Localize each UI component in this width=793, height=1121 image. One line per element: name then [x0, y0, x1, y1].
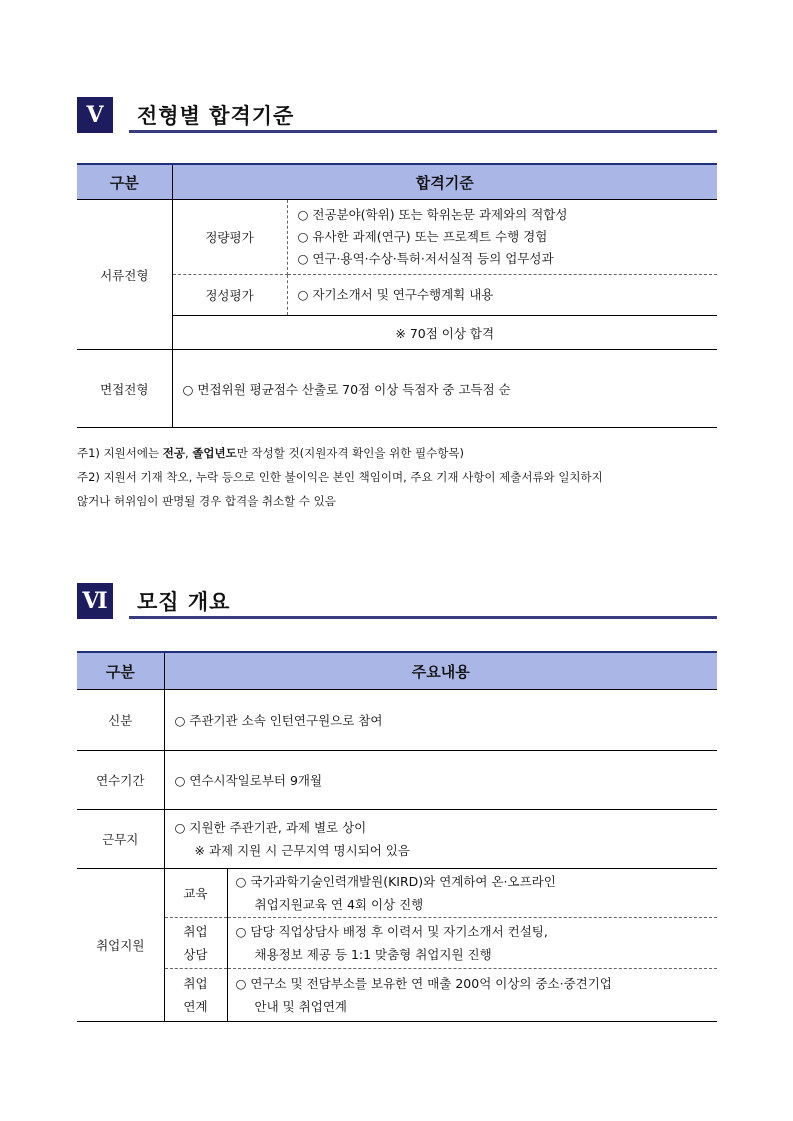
- overview-table: [77, 651, 717, 1022]
- criteria-header-row: [77, 164, 717, 200]
- linkage-line-1: ○ 연구소 및 전담부소를 보유한 연 매출 200억 이상의 중소·중견기업: [235, 976, 612, 991]
- linkage-label: [164, 969, 227, 1022]
- quant-item: ○ 유사한 과제(연구) 또는 프로젝트 수행 경험: [297, 229, 548, 244]
- education-line-2: 취업지원교육 연 4회 이상 진행: [254, 897, 424, 912]
- interview-label: 면접전형: [77, 350, 172, 428]
- interview-row: [77, 350, 717, 428]
- workplace-item: ○ 지원한 주관기관, 과제 별로 상이: [174, 820, 367, 835]
- note-1: [77, 441, 722, 465]
- note-1-bold-major: 전공: [162, 446, 185, 460]
- section-6-number: Ⅵ: [77, 583, 113, 619]
- section-5-title: 전형별 합격기준: [137, 104, 295, 128]
- section-6-heading: [77, 583, 717, 619]
- workplace-sub: ※ 과제 지원 시 근무지역 명시되어 있음: [194, 843, 410, 858]
- workplace-label: 근무지: [77, 810, 164, 869]
- quant-item: ○ 전공분야(학위) 또는 학위논문 과제와의 적합성: [297, 207, 568, 222]
- workplace-row: [77, 810, 717, 869]
- note-1-suffix: 만 작성할 것(지원자격 확인을 위한 필수항목): [236, 446, 464, 460]
- criteria-table: [77, 163, 717, 428]
- counseling-line-1: ○ 담당 직업상담사 배정 후 이력서 및 자기소개서 컨설팅,: [235, 924, 548, 939]
- quant-items: [287, 200, 717, 275]
- job-support-label: 취업지원: [77, 869, 164, 1022]
- section-6-title: 모집 개요: [137, 590, 231, 614]
- period-item: ○ 연수시작일로부터 9개월: [164, 751, 717, 810]
- section-5-rule: [129, 130, 717, 133]
- quant-label: 정량평가: [172, 200, 287, 275]
- note-2-line-2: 않거나 허위임이 판명될 경우 합격을 취소할 수 있음: [77, 494, 336, 508]
- counseling-label-1: 취업: [183, 924, 208, 939]
- education-items: [227, 869, 717, 918]
- note-1-separator: ,: [185, 446, 193, 460]
- counseling-line-2: 채용정보 제공 등 1:1 맞춤형 취업지원 진행: [254, 947, 492, 962]
- period-row: [77, 751, 717, 810]
- qual-label: 정성평가: [172, 275, 287, 316]
- counseling-row: [77, 918, 717, 969]
- note-1-prefix: 주1) 지원서에는: [77, 446, 163, 460]
- note-1-bold-grad-year: 졸업년도: [192, 446, 237, 460]
- counseling-label-2: 상담: [183, 947, 208, 962]
- quant-item: ○ 연구·용역·수상·특허·저서실적 등의 업무성과: [297, 251, 554, 266]
- overview-header-category: 구분: [77, 652, 164, 690]
- counseling-label: [164, 918, 227, 969]
- linkage-label-2: 연계: [183, 999, 208, 1014]
- status-label: 신분: [77, 690, 164, 751]
- criteria-table-wrap: [77, 163, 717, 428]
- overview-table-wrap: [77, 651, 717, 1022]
- doc-screening-label: 서류전형: [77, 200, 172, 350]
- period-label: 연수기간: [77, 751, 164, 810]
- qual-item: ○ 자기소개서 및 연구수행계획 내용: [297, 287, 494, 302]
- qual-row: [77, 275, 717, 316]
- overview-header-content: 주요내용: [164, 652, 717, 690]
- education-line-1: ○ 국가과학기술인력개발원(KIRD)와 연계하여 온·오프라인: [235, 874, 556, 889]
- section-5: [77, 97, 717, 133]
- section-6-rule: [129, 616, 717, 619]
- workplace-items: [164, 810, 717, 869]
- quant-row: [77, 200, 717, 275]
- linkage-line-2: 안내 및 취업연계: [254, 999, 347, 1014]
- linkage-items: [227, 969, 717, 1022]
- pass-criteria: ※ 70점 이상 합격: [172, 316, 717, 350]
- notes: [77, 441, 722, 513]
- linkage-label-1: 취업: [183, 976, 208, 991]
- status-item: ○ 주관기관 소속 인턴연구원으로 참여: [164, 690, 717, 751]
- criteria-header-category: 구분: [77, 164, 172, 200]
- section-5-number: Ⅴ: [77, 97, 113, 133]
- status-row: [77, 690, 717, 751]
- overview-header-row: [77, 652, 717, 690]
- interview-item: ○ 면접위원 평균점수 산출로 70점 이상 득점자 중 고득점 순: [182, 381, 511, 397]
- section-5-heading: [77, 97, 717, 133]
- qual-item-cell: [287, 275, 717, 316]
- linkage-row: [77, 969, 717, 1022]
- pass-row: [77, 316, 717, 350]
- education-label: 교육: [164, 869, 227, 918]
- education-row: [77, 869, 717, 918]
- section-6: [77, 583, 717, 619]
- criteria-header-standard: 합격기준: [172, 164, 717, 200]
- counseling-items: [227, 918, 717, 969]
- note-2-line-1: 주2) 지원서 기재 착오, 누락 등으로 인한 불이익은 본인 책임이며, 주요 기재 사항이 제출서류와 일치하지: [77, 470, 603, 484]
